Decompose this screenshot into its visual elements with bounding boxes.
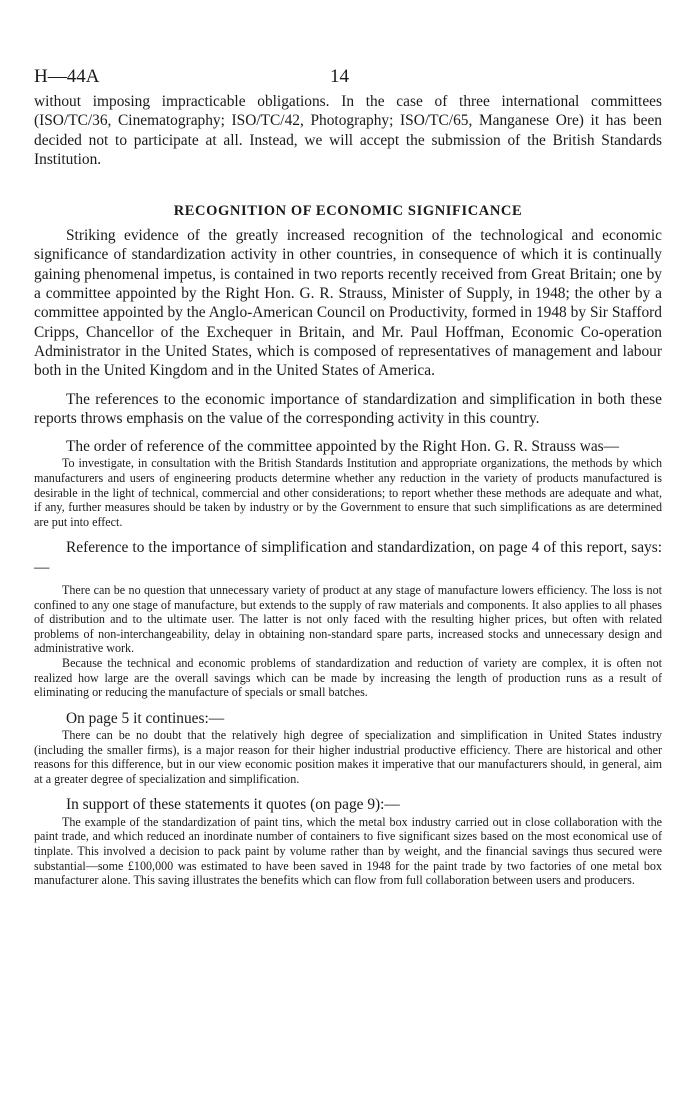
quote-specialization: There can be no doubt that the relatively high degree of specialization and simplification in United States industry (including the smaller firms), is a major reason for their higher industrial productive efficiency. There are historical and other reasons for this difference, but in our view economic position makes it imperative that our manufacturers should, in general, aim at a greater degree of specialization and simplification. bbox=[34, 728, 662, 786]
quote-unnecessary-variety: There can be no question that unnecessary variety of product at any stage of manufacture lowers efficiency. The loss is not confined to any one stage of manufacture, but extends to the supply of raw materials and components. It also applies to all phases of distribution and to the ultimate user. The latter is not only faced with the resulting higher prices, but often with related problems of non-interchangeability, delay in obtaining non-standard spare parts, increased stocks and unnecessary design and administrative work. bbox=[34, 583, 662, 656]
document-id: H—44A bbox=[34, 66, 100, 87]
paragraph-striking-evidence: Striking evidence of the greatly increased recognition of the technological and economic significance of standardization activity in other countries, in consequence of which it is continually gaining phenomenal impetus, is contained in two reports recently received from Great Britain; one by a committee appointed by the Right Hon. G. R. Strauss, Minister of Supply, in 1948; the other by a committee appointed by the Anglo-American Council on Productivity, formed in 1948 by Sir Stafford Cripps, Chancellor of the Exchequer in Britain, and Mr. Paul Hoffman, Economic Co-operation Administrator in the United States, which is composed of representatives of management and labour both in the United Kingdom and in the United States of America. bbox=[34, 227, 662, 380]
paragraph-order-of-reference: The order of reference of the committee appointed by the Right Hon. G. R. Strauss was— bbox=[66, 438, 620, 456]
page-header bbox=[34, 66, 662, 92]
page-number: 14 bbox=[330, 66, 349, 87]
quote-order-of-reference: To investigate, in consultation with the British Standards Institution and appropriate organizations, the methods by which manufacturers and users of engineering products determine whether any reduction in the variety of products manufactured is desirable in the light of technical, commercial and other considerations; to report whether these methods are adequate and what, if any, further measures should be taken by industry or by the Government to ensure that such simplifications as are determined are put into effect. bbox=[34, 456, 662, 529]
paragraph-page-5: On page 5 it continues:— bbox=[66, 709, 225, 727]
section-heading: RECOGNITION OF ECONOMIC SIGNIFICANCE bbox=[173, 203, 523, 220]
document-page bbox=[34, 66, 662, 888]
paragraph-references: The references to the economic importance of standardization and simplification in both these reports throws emphasis on the value of the corresponding activity in this country. bbox=[34, 390, 662, 427]
quote-technical-problems: Because the technical and economic problems of standardization and reduction of variety are complex, it is often not realized how large are the overall savings which can be made by increasing the length of production runs as a result of eliminating or reducing the manufacture of specials or small batches. bbox=[34, 655, 662, 700]
paragraph-page-4: Reference to the importance of simplification and standardization, on page 4 of this report, says:— bbox=[34, 539, 662, 576]
quote-paint-tins: The example of the standardization of paint tins, which the metal box industry carried out in close collaboration with the paint trade, and which reduced an inordinate number of containers to five significant sizes based on the most economical use of tinplate. This involved a decision to pack paint by volume rather than by weight, and the financial savings thus secured were substantial—some £100,000 was estimated to have been saved in 1948 for the paint trade by two factories of one metal box manufacturer alone. This saving illustrates the benefits which can flow from full collaboration between users and producers. bbox=[34, 814, 662, 888]
intro-paragraph: without imposing impracticable obligations. In the case of three international committees (ISO/TC/36, Cinematography; ISO/TC/42, Photography; ISO/TC/65, Manganese Ore) it has been decided not to participate at all. Instead, we will accept the submission of the British Standards Institution. bbox=[34, 93, 662, 168]
paragraph-page-9: In support of these statements it quotes (on page 9):— bbox=[66, 796, 400, 814]
